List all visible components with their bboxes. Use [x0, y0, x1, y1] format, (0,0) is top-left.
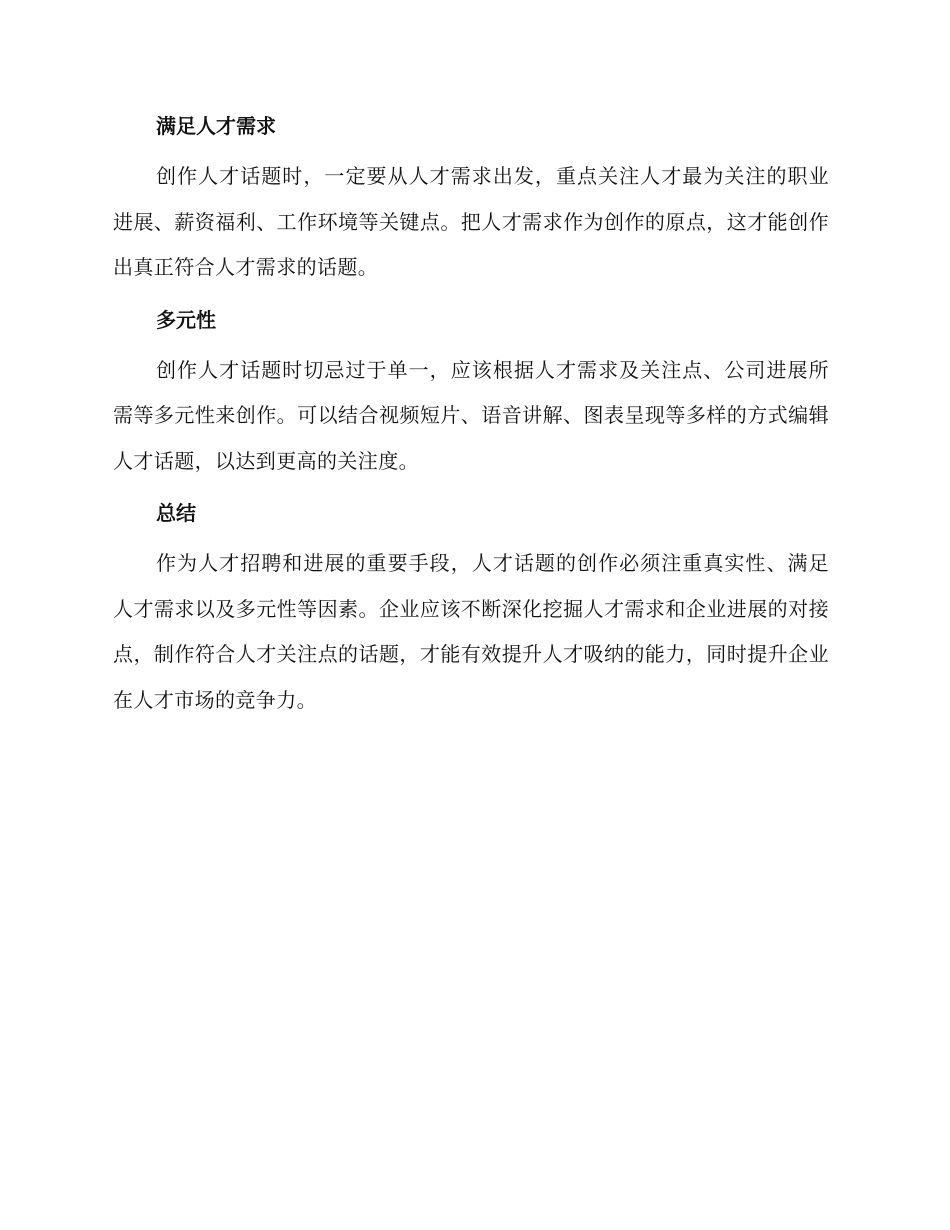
section-heading: 多元性 [156, 307, 216, 332]
section-summary [113, 495, 829, 723]
section-heading: 满足人才需求 [156, 114, 276, 138]
section-diversity [113, 302, 829, 485]
section-heading: 总结 [156, 501, 196, 525]
section-talent-needs [113, 108, 829, 291]
document-body [113, 108, 829, 734]
section-paragraph: 创作人才话题时，一定要从人才需求出发，重点关注人才最为关注的职业进展、薪资福利、工作环境等关键点。把人才需求作为创作的原点，这才能创作出真正符合人才需求的话题。 [113, 164, 829, 279]
section-paragraph: 创作人才话题时切忌过于单一，应该根据人才需求及关注点、公司进展所需等多元性来创作。可以结合视频短片、语音讲解、图表呈现等多样的方式编辑人才话题，以达到更高的关注度。 [113, 357, 829, 473]
section-paragraph: 作为人才招聘和进展的重要手段，人才话题的创作必须注重真实性、满足人才需求以及多元性等因素。企业应该不断深化挖掘人才需求和企业进展的对接点，制作符合人才关注点的话题，才能有效提升人才吸纳的能力，同时提升企业在人才市场的竞争力。 [113, 551, 829, 712]
